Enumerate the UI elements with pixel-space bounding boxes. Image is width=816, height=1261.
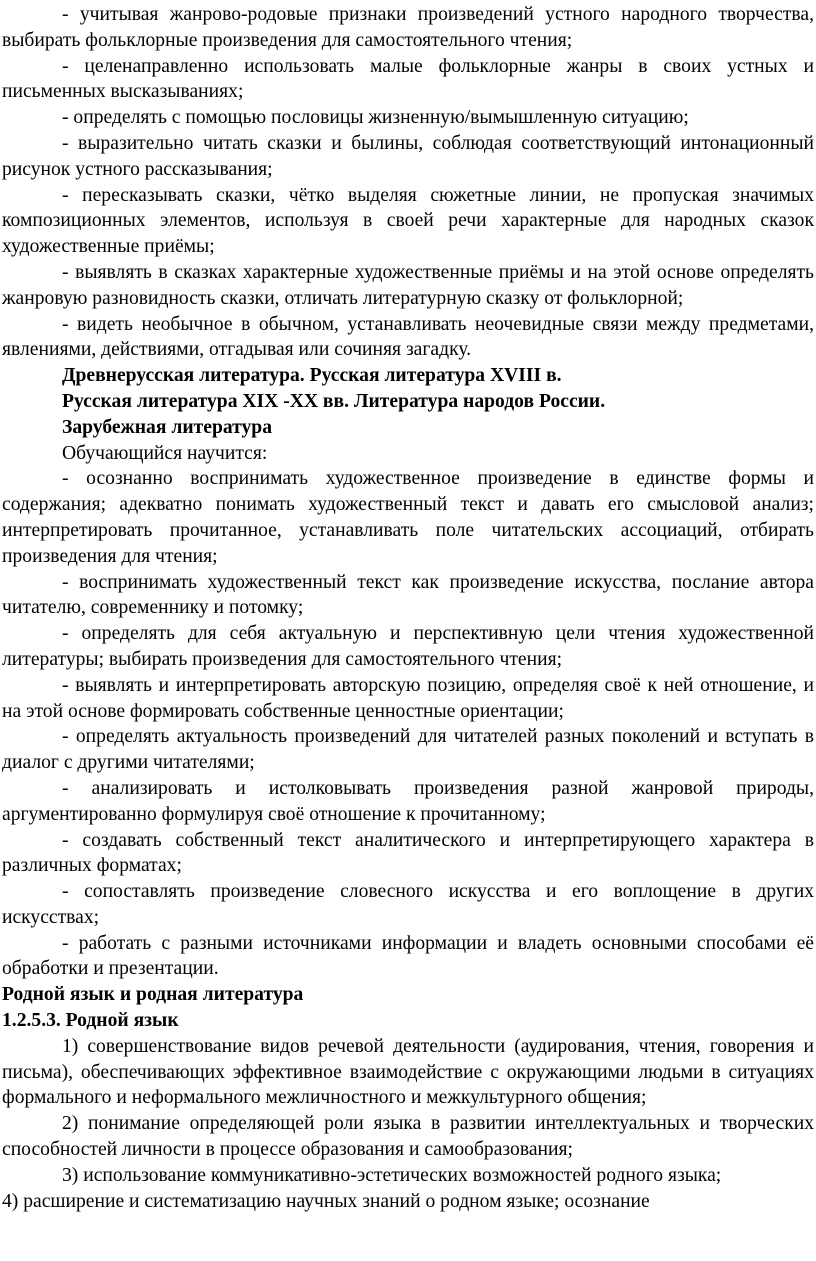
list-item: - анализировать и истолковывать произведения разной жанровой природы, аргументированно формулируя своё отношение к прочитанному;: [2, 777, 814, 825]
list-item: - выявлять и интерпретировать авторскую позицию, определяя своё к ней отношение, и на этой основе формировать собственные ценностные ориентации;: [2, 674, 814, 722]
section-heading-foreign: Зарубежная литература: [62, 416, 272, 438]
list-item: - видеть необычное в обычном, устанавливать неочевидные связи между предметами, явлениями, действиями, отгадывая или сочиняя загадку.: [2, 313, 814, 361]
list-item: - создавать собственный текст аналитического и интерпретирующего характера в различных форматах;: [2, 829, 814, 877]
list-item: - сопоставлять произведение словесного искусства и его воплощение в других искусствах;: [2, 881, 814, 928]
list-item: - осознанно воспринимать художественное произведение в единстве формы и содержания; адекватно понимать художественный текст и давать его смысловой анализ; интерпретировать прочитанное, устанавливать поле читательских ассоциаций, отбирать произведения для чтения;: [2, 468, 814, 567]
numbered-item: 4) расширение и систематизацию научных знаний о родном языке; осознание: [2, 1190, 650, 1212]
list-item: - пересказывать сказки, чётко выделяя сюжетные линии, не пропуская значимых композиционных элементов, используя в своей речи характерные для народных сказок художественные приёмы;: [2, 184, 814, 258]
list-item: - выявлять в сказках характерные художественные приёмы и на этой основе определять жанровую разновидность сказки, отличать литературную сказку от фольклорной;: [2, 261, 814, 309]
section-heading-old-russian: Древнерусская литература. Русская литература XVIII в.: [62, 365, 562, 387]
list-item: - учитывая жанрово-родовые признаки произведений устного народного творчества, выбирать фольклорные произведения для самостоятельного чтения;: [2, 4, 814, 51]
learner-outcomes-intro: Обучающийся научится:: [62, 442, 268, 464]
list-item: - определять для себя актуальную и перспективную цели чтения художественной литературы; выбирать произведения для самостоятельного чтения;: [2, 623, 814, 670]
list-item: - определять актуальность произведений для читателей разных поколений и вступать в диалог с другими читателями;: [2, 726, 814, 774]
list-item: - выразительно читать сказки и былины, соблюдая соответствующий интонационный рисунок устного рассказывания;: [2, 132, 814, 180]
list-item: - целенаправленно использовать малые фольклорные жанры в своих устных и письменных высказываниях;: [2, 55, 814, 103]
numbered-item: 3) использование коммуникативно-эстетических возможностей родного языка;: [62, 1164, 722, 1186]
list-item: - определять с помощью пословицы жизненную/вымышленную ситуацию;: [62, 107, 689, 129]
list-item: - воспринимать художественный текст как произведение искусства, послание автора читателю, современнику и потомку;: [2, 571, 814, 619]
subsection-heading-native-language: 1.2.5.3. Родной язык: [2, 1010, 179, 1032]
section-heading-russian-19-20: Русская литература XIX -XX вв. Литература народов России.: [62, 390, 606, 412]
numbered-item: 2) понимание определяющей роли языка в развитии интеллектуальных и творческих способностей личности в процессе образования и самообразования;: [2, 1113, 814, 1161]
section-heading-native-language-literature: Родной язык и родная литература: [2, 984, 304, 1006]
numbered-item: 1) совершенствование видов речевой деятельности (аудирования, чтения, говорения и письма), обеспечивающих эффективное взаимодействие с окружающими людьми в ситуациях формального и неформального межличностного и межкультурного общения;: [2, 1035, 814, 1109]
list-item: - работать с разными источниками информации и владеть основными способами её обработки и презентации.: [2, 932, 814, 980]
